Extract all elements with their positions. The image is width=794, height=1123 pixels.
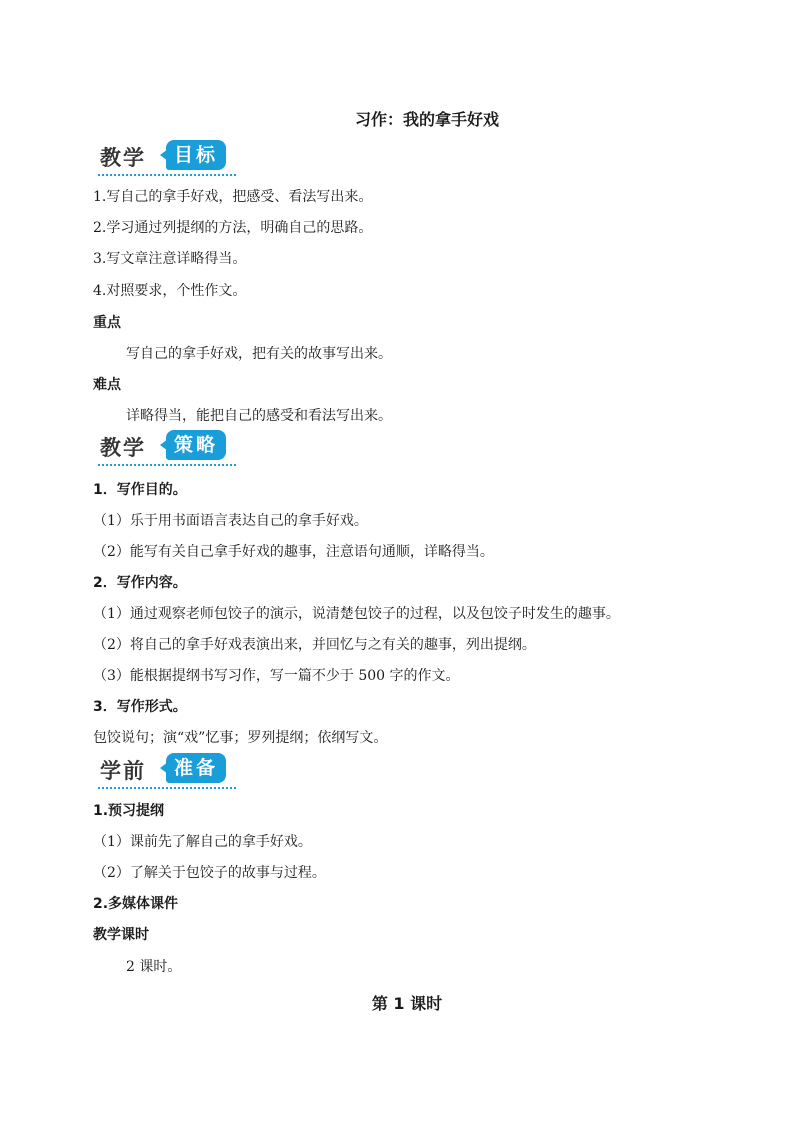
goal-item: 1.写自己的拿手好戏，把感受、看法写出来。 xyxy=(93,189,373,205)
prep-outline-item: （1）课前先了解自己的拿手好戏。 xyxy=(93,834,312,850)
banner-pill-text: 策略 xyxy=(166,430,226,460)
banner-pill-text: 准备 xyxy=(166,753,226,783)
prep-outline-item: （2）了解关于包饺子的故事与过程。 xyxy=(93,865,326,881)
strategy-purpose-title: 1．写作目的。 xyxy=(93,482,187,498)
strategy-content-item: （2）将自己的拿手好戏表演出来，并回忆与之有关的趣事，列出提纲。 xyxy=(93,637,536,653)
prep-outline-title: 1.预习提纲 xyxy=(93,803,165,819)
goal-item: 2.学习通过列提纲的方法，明确自己的思路。 xyxy=(93,220,373,236)
hours-text: 2 课时。 xyxy=(126,959,182,975)
difficulty-text: 详略得当，能把自己的感受和看法写出来。 xyxy=(126,408,392,424)
banner-dotted-underline xyxy=(98,464,236,466)
strategy-content-title: 2．写作内容。 xyxy=(93,575,187,591)
strategy-purpose-item: （1）乐于用书面语言表达自己的拿手好戏。 xyxy=(93,513,368,529)
difficulty-label: 难点 xyxy=(93,377,121,393)
banner-teaching-strategy xyxy=(98,430,238,470)
strategy-content-item: （1）通过观察老师包饺子的演示，说清楚包饺子的过程，以及包饺子时发生的趣事。 xyxy=(93,606,620,622)
banner-dark-text: 教学 xyxy=(100,146,146,170)
banner-pre-study-prep xyxy=(98,753,238,793)
hours-label: 教学课时 xyxy=(93,927,149,943)
strategy-content-item: （3）能根据提纲书写习作，写一篇不少于 500 字的作文。 xyxy=(93,668,460,684)
banner-dotted-underline xyxy=(98,787,236,789)
prep-media-title: 2.多媒体课件 xyxy=(93,896,179,912)
banner-dotted-underline xyxy=(98,174,236,176)
banner-dark-text: 学前 xyxy=(100,759,146,783)
banner-pill-text: 目标 xyxy=(166,140,226,170)
goal-item: 4.对照要求，个性作文。 xyxy=(93,283,247,299)
goal-item: 3.写文章注意详略得当。 xyxy=(93,251,247,267)
document-title: 习作：我的拿手好戏 xyxy=(354,110,499,129)
key-point-text: 写自己的拿手好戏，把有关的故事写出来。 xyxy=(126,346,392,362)
strategy-form-title: 3．写作形式。 xyxy=(93,699,187,715)
banner-dark-text: 教学 xyxy=(100,436,146,460)
strategy-purpose-item: （2）能写有关自己拿手好戏的趣事，注意语句通顺，详略得当。 xyxy=(93,544,494,560)
banner-teaching-goals xyxy=(98,140,238,180)
strategy-form-text: 包饺说句；演“戏”忆事；罗列提纲；依纲写文。 xyxy=(93,730,388,746)
key-point-label: 重点 xyxy=(93,315,121,331)
lesson-heading: 第 1 课时 xyxy=(371,994,443,1013)
